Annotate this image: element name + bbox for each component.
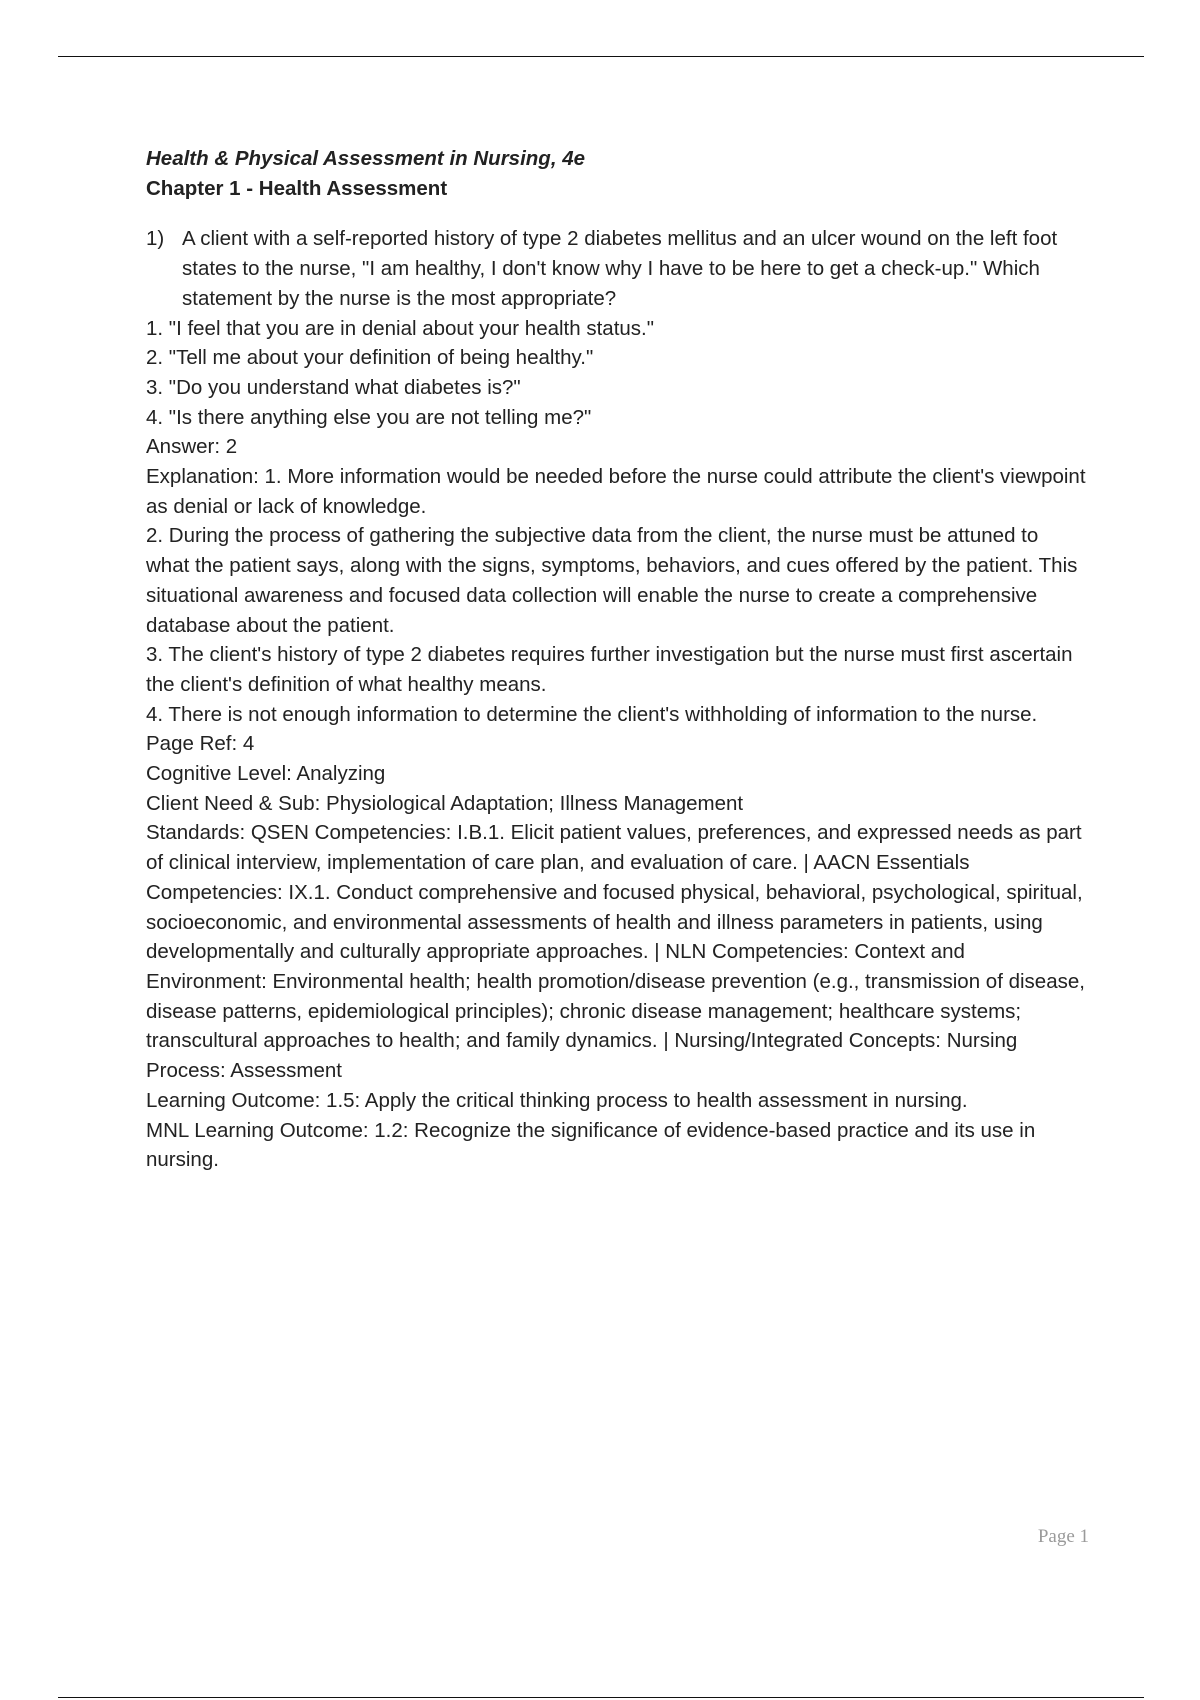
chapter-title: Chapter 1 - Health Assessment [146,176,448,200]
answer-option-2: 2. "Tell me about your definition of being healthy." [146,346,594,370]
explanation-1: Explanation: 1. More information would be needed before the nurse could attribute the client's viewpoint as denial or lack of knowledge. [146,465,1086,518]
answer-option-1: 1. "I feel that you are in denial about your health status." [146,316,655,340]
page-ref: Page Ref: 4 [146,732,255,756]
explanation-2: 2. During the process of gathering the subjective data from the client, the nurse must be attuned to what the patient says, along with the signs, symptoms, behaviors, and cues offered by the patient. This situational awareness and focused data collection will enable the nurse to create a comprehensive database about the patient. [146,524,1078,637]
explanation-3: 3. The client's history of type 2 diabetes requires further investigation but the nurse must first ascertain the client's definition of what healthy means. [146,643,1073,696]
answer-option-3: 3. "Do you understand what diabetes is?" [146,375,521,399]
answer-option-4: 4. "Is there anything else you are not telling me?" [146,405,592,429]
book-title: Health & Physical Assessment in Nursing, 4e [146,147,586,170]
answer-line: Answer: 2 [146,435,238,459]
document-body [146,144,1086,1175]
page-number: Page 1 [1037,1526,1089,1547]
client-need: Client Need & Sub: Physiological Adaptation; Illness Management [146,791,744,815]
question-number: 1) [146,227,165,251]
bottom-rule [58,1697,1144,1698]
standards: Standards: QSEN Competencies: I.B.1. Elicit patient values, preferences, and expressed needs as part of clinical interview, implementation of care plan, and evaluation of care. | AACN Essentials Competencies: IX.1. Conduct comprehensive and focused physical, behavioral, psychological, spiritual, socioeconomic, and environmental assessments of health and illness parameters in patients, using developmentally and culturally appropriate approaches. | NLN Competencies: Context and Environment: Environmental health; health promotion/disease prevention (e.g., transmission of disease, disease patterns, epidemiological principles); chronic disease management; healthcare systems; transcultural approaches to health; and family dynamics. | Nursing/Integrated Concepts: Nursing Process: Assessment [146,821,1085,1083]
mnl-learning-outcome: MNL Learning Outcome: 1.2: Recognize the significance of evidence-based practice and its use in nursing. [146,1118,1036,1172]
learning-outcome: Learning Outcome: 1.5: Apply the critical thinking process to health assessment in nursing. [146,1088,968,1112]
spacer [146,203,1086,224]
explanation-4: 4. There is not enough information to determine the client's withholding of information to the nurse. [146,702,1038,726]
question-stem [146,224,1086,313]
question-text: A client with a self-reported history of type 2 diabetes mellitus and an ulcer wound on the left foot states to the nurse, "I am healthy, I don't know why I have to be here to get a check-up." Which statement by the nurse is the most appropriate? [182,227,1058,310]
top-rule [58,56,1144,57]
cognitive-level: Cognitive Level: Analyzing [146,762,386,786]
